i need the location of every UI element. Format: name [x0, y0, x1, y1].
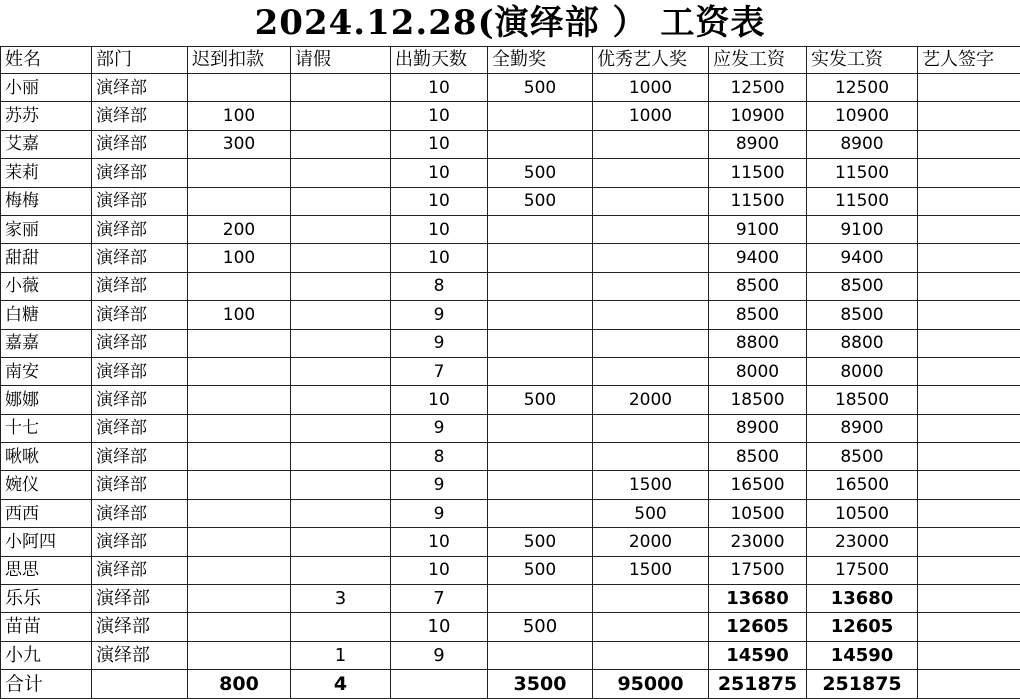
cell-attendance-days[interactable]: 9: [391, 329, 488, 357]
cell-excellent-artist-bonus[interactable]: [593, 272, 709, 300]
cell-artist-signature[interactable]: [918, 272, 1020, 300]
cell-full-attendance-bonus[interactable]: 500: [488, 556, 593, 584]
cell-net-salary[interactable]: 8900: [807, 414, 918, 442]
cell-payable-salary[interactable]: 8500: [709, 301, 807, 329]
sheet-title: 2024.12.28(演绎部 ） 工资表: [0, 0, 1020, 46]
cell-payable-salary[interactable]: 9400: [709, 244, 807, 272]
cell-attendance-days[interactable]: 8: [391, 443, 488, 471]
cell-dept[interactable]: 演绎部: [92, 102, 188, 130]
cell-dept[interactable]: 演绎部: [92, 244, 188, 272]
cell-artist-signature[interactable]: [918, 187, 1020, 215]
cell-net-salary[interactable]: 8500: [807, 443, 918, 471]
cell-leave[interactable]: [291, 74, 391, 102]
cell-name[interactable]: 甜甜: [1, 244, 92, 272]
cell-name[interactable]: 苏苏: [1, 102, 92, 130]
cell-late-deduction[interactable]: [188, 528, 291, 556]
cell-payable-salary[interactable]: 10900: [709, 102, 807, 130]
cell-dept[interactable]: 演绎部: [92, 329, 188, 357]
cell-payable-salary[interactable]: 18500: [709, 386, 807, 414]
header-attendance-days[interactable]: 出勤天数: [391, 47, 488, 74]
cell-net-salary[interactable]: 11500: [807, 187, 918, 215]
cell-full-attendance-bonus[interactable]: 500: [488, 613, 593, 641]
cell-dept[interactable]: 演绎部: [92, 386, 188, 414]
cell-dept[interactable]: 演绎部: [92, 443, 188, 471]
cell-leave[interactable]: [291, 244, 391, 272]
cell-excellent-artist-bonus[interactable]: [593, 443, 709, 471]
cell-full-attendance-bonus[interactable]: 500: [488, 187, 593, 215]
cell-name[interactable]: 合计: [1, 670, 92, 698]
cell-full-attendance-bonus[interactable]: 3500: [488, 670, 593, 698]
cell-payable-salary[interactable]: 8000: [709, 357, 807, 385]
cell-excellent-artist-bonus[interactable]: [593, 301, 709, 329]
cell-artist-signature[interactable]: [918, 641, 1020, 669]
cell-net-salary[interactable]: 8000: [807, 357, 918, 385]
cell-leave[interactable]: [291, 528, 391, 556]
table-row: [1, 272, 1020, 300]
cell-full-attendance-bonus[interactable]: [488, 471, 593, 499]
cell-attendance-days[interactable]: 9: [391, 499, 488, 527]
cell-excellent-artist-bonus[interactable]: [593, 613, 709, 641]
cell-net-salary[interactable]: 10500: [807, 499, 918, 527]
cell-leave[interactable]: [291, 556, 391, 584]
cell-full-attendance-bonus[interactable]: [488, 102, 593, 130]
cell-dept[interactable]: 演绎部: [92, 528, 188, 556]
cell-name[interactable]: 乐乐: [1, 585, 92, 613]
cell-net-salary[interactable]: 12500: [807, 74, 918, 102]
cell-leave[interactable]: [291, 443, 391, 471]
cell-name[interactable]: 啾啾: [1, 443, 92, 471]
cell-late-deduction[interactable]: [188, 386, 291, 414]
cell-artist-signature[interactable]: [918, 386, 1020, 414]
cell-attendance-days[interactable]: 10: [391, 244, 488, 272]
cell-full-attendance-bonus[interactable]: [488, 244, 593, 272]
cell-attendance-days[interactable]: 10: [391, 528, 488, 556]
cell-artist-signature[interactable]: [918, 130, 1020, 158]
cell-full-attendance-bonus[interactable]: [488, 443, 593, 471]
cell-name[interactable]: 家丽: [1, 215, 92, 243]
cell-artist-signature[interactable]: [918, 471, 1020, 499]
table-row: [1, 130, 1020, 158]
cell-late-deduction[interactable]: [188, 613, 291, 641]
cell-leave[interactable]: [291, 159, 391, 187]
header-name[interactable]: 姓名: [1, 47, 92, 74]
cell-net-salary[interactable]: 17500: [807, 556, 918, 584]
cell-leave[interactable]: 1: [291, 641, 391, 669]
cell-late-deduction[interactable]: [188, 187, 291, 215]
cell-artist-signature[interactable]: [918, 670, 1020, 698]
cell-late-deduction[interactable]: [188, 329, 291, 357]
cell-net-salary[interactable]: 14590: [807, 641, 918, 669]
cell-late-deduction[interactable]: 100: [188, 102, 291, 130]
header-net-salary[interactable]: 实发工资: [807, 47, 918, 74]
cell-late-deduction[interactable]: [188, 414, 291, 442]
cell-dept[interactable]: 演绎部: [92, 130, 188, 158]
cell-name[interactable]: 梅梅: [1, 187, 92, 215]
cell-late-deduction[interactable]: [188, 499, 291, 527]
cell-dept[interactable]: 演绎部: [92, 499, 188, 527]
cell-net-salary[interactable]: 9400: [807, 244, 918, 272]
cell-dept[interactable]: 演绎部: [92, 272, 188, 300]
cell-artist-signature[interactable]: [918, 159, 1020, 187]
cell-full-attendance-bonus[interactable]: [488, 301, 593, 329]
cell-net-salary[interactable]: 13680: [807, 585, 918, 613]
cell-attendance-days[interactable]: 10: [391, 613, 488, 641]
table-row: [1, 102, 1020, 130]
cell-full-attendance-bonus[interactable]: 500: [488, 74, 593, 102]
cell-leave[interactable]: 4: [291, 670, 391, 698]
cell-attendance-days[interactable]: 9: [391, 414, 488, 442]
cell-name[interactable]: 十七: [1, 414, 92, 442]
table-row: [1, 159, 1020, 187]
cell-leave[interactable]: [291, 357, 391, 385]
cell-name[interactable]: 小阿四: [1, 528, 92, 556]
table-row: [1, 613, 1020, 641]
cell-excellent-artist-bonus[interactable]: [593, 244, 709, 272]
cell-net-salary[interactable]: 251875: [807, 670, 918, 698]
cell-excellent-artist-bonus[interactable]: 2000: [593, 386, 709, 414]
cell-full-attendance-bonus[interactable]: [488, 272, 593, 300]
cell-late-deduction[interactable]: [188, 471, 291, 499]
header-leave[interactable]: 请假: [291, 47, 391, 74]
cell-dept[interactable]: 演绎部: [92, 585, 188, 613]
cell-excellent-artist-bonus[interactable]: 1500: [593, 556, 709, 584]
table-row: [1, 641, 1020, 669]
cell-attendance-days[interactable]: 10: [391, 556, 488, 584]
cell-full-attendance-bonus[interactable]: [488, 357, 593, 385]
cell-excellent-artist-bonus[interactable]: 1500: [593, 471, 709, 499]
cell-net-salary[interactable]: 23000: [807, 528, 918, 556]
cell-late-deduction[interactable]: [188, 641, 291, 669]
cell-payable-salary[interactable]: 8500: [709, 443, 807, 471]
cell-net-salary[interactable]: 10900: [807, 102, 918, 130]
cell-full-attendance-bonus[interactable]: [488, 641, 593, 669]
cell-name[interactable]: 西西: [1, 499, 92, 527]
cell-excellent-artist-bonus[interactable]: [593, 357, 709, 385]
cell-full-attendance-bonus[interactable]: 500: [488, 159, 593, 187]
table-row: [1, 443, 1020, 471]
cell-net-salary[interactable]: 12605: [807, 613, 918, 641]
cell-name[interactable]: 小丽: [1, 74, 92, 102]
cell-payable-salary[interactable]: 23000: [709, 528, 807, 556]
cell-net-salary[interactable]: 18500: [807, 386, 918, 414]
cell-attendance-days[interactable]: 9: [391, 641, 488, 669]
table-row: [1, 499, 1020, 527]
cell-artist-signature[interactable]: [918, 556, 1020, 584]
cell-name[interactable]: 小九: [1, 641, 92, 669]
cell-dept[interactable]: 演绎部: [92, 556, 188, 584]
cell-leave[interactable]: [291, 414, 391, 442]
cell-artist-signature[interactable]: [918, 443, 1020, 471]
cell-leave[interactable]: [291, 102, 391, 130]
cell-attendance-days[interactable]: 7: [391, 585, 488, 613]
cell-attendance-days[interactable]: 10: [391, 215, 488, 243]
cell-payable-salary[interactable]: 12605: [709, 613, 807, 641]
cell-full-attendance-bonus[interactable]: [488, 215, 593, 243]
cell-attendance-days[interactable]: 7: [391, 357, 488, 385]
cell-attendance-days[interactable]: 10: [391, 102, 488, 130]
cell-dept[interactable]: 演绎部: [92, 641, 188, 669]
cell-late-deduction[interactable]: [188, 74, 291, 102]
table-row: [1, 556, 1020, 584]
cell-excellent-artist-bonus[interactable]: [593, 641, 709, 669]
cell-late-deduction[interactable]: [188, 159, 291, 187]
cell-attendance-days[interactable]: 10: [391, 74, 488, 102]
cell-excellent-artist-bonus[interactable]: 1000: [593, 102, 709, 130]
cell-name[interactable]: 娜娜: [1, 386, 92, 414]
cell-excellent-artist-bonus[interactable]: 500: [593, 499, 709, 527]
cell-attendance-days[interactable]: 10: [391, 159, 488, 187]
cell-net-salary[interactable]: 8900: [807, 130, 918, 158]
cell-full-attendance-bonus[interactable]: [488, 499, 593, 527]
cell-artist-signature[interactable]: [918, 215, 1020, 243]
cell-excellent-artist-bonus[interactable]: [593, 215, 709, 243]
cell-leave[interactable]: [291, 499, 391, 527]
cell-payable-salary[interactable]: 11500: [709, 187, 807, 215]
cell-attendance-days[interactable]: 10: [391, 187, 488, 215]
cell-artist-signature[interactable]: [918, 528, 1020, 556]
cell-dept[interactable]: 演绎部: [92, 74, 188, 102]
table-row: [1, 244, 1020, 272]
cell-dept[interactable]: 演绎部: [92, 471, 188, 499]
cell-late-deduction[interactable]: [188, 556, 291, 584]
cell-excellent-artist-bonus[interactable]: [593, 329, 709, 357]
cell-excellent-artist-bonus[interactable]: 2000: [593, 528, 709, 556]
cell-payable-salary[interactable]: 8900: [709, 414, 807, 442]
cell-leave[interactable]: [291, 471, 391, 499]
cell-attendance-days[interactable]: 9: [391, 471, 488, 499]
cell-net-salary[interactable]: 9100: [807, 215, 918, 243]
cell-artist-signature[interactable]: [918, 301, 1020, 329]
table-row: [1, 414, 1020, 442]
table-row: [1, 357, 1020, 385]
salary-table: [0, 46, 1020, 699]
cell-full-attendance-bonus[interactable]: [488, 130, 593, 158]
cell-dept[interactable]: 演绎部: [92, 301, 188, 329]
table-row: [1, 215, 1020, 243]
table-row: [1, 471, 1020, 499]
table-row: [1, 528, 1020, 556]
cell-payable-salary[interactable]: 9100: [709, 215, 807, 243]
cell-attendance-days[interactable]: [391, 670, 488, 698]
cell-name[interactable]: 婉仪: [1, 471, 92, 499]
cell-net-salary[interactable]: 11500: [807, 159, 918, 187]
cell-net-salary[interactable]: 8800: [807, 329, 918, 357]
cell-late-deduction[interactable]: [188, 443, 291, 471]
cell-dept[interactable]: 演绎部: [92, 357, 188, 385]
cell-leave[interactable]: [291, 386, 391, 414]
cell-artist-signature[interactable]: [918, 499, 1020, 527]
cell-late-deduction[interactable]: 100: [188, 301, 291, 329]
cell-attendance-days[interactable]: 10: [391, 386, 488, 414]
cell-payable-salary[interactable]: 13680: [709, 585, 807, 613]
cell-full-attendance-bonus[interactable]: 500: [488, 528, 593, 556]
cell-payable-salary[interactable]: 10500: [709, 499, 807, 527]
cell-leave[interactable]: [291, 130, 391, 158]
cell-leave[interactable]: [291, 301, 391, 329]
cell-dept[interactable]: 演绎部: [92, 159, 188, 187]
cell-name[interactable]: 艾嘉: [1, 130, 92, 158]
cell-late-deduction[interactable]: 100: [188, 244, 291, 272]
cell-dept[interactable]: 演绎部: [92, 613, 188, 641]
cell-name[interactable]: 白糖: [1, 301, 92, 329]
cell-leave[interactable]: [291, 215, 391, 243]
table-row: [1, 329, 1020, 357]
table-row: [1, 386, 1020, 414]
cell-name[interactable]: 小薇: [1, 272, 92, 300]
cell-artist-signature[interactable]: [918, 414, 1020, 442]
cell-dept[interactable]: 演绎部: [92, 414, 188, 442]
cell-attendance-days[interactable]: 8: [391, 272, 488, 300]
cell-late-deduction[interactable]: 300: [188, 130, 291, 158]
cell-full-attendance-bonus[interactable]: 500: [488, 386, 593, 414]
header-late-deduction[interactable]: 迟到扣款: [188, 47, 291, 74]
cell-artist-signature[interactable]: [918, 102, 1020, 130]
cell-net-salary[interactable]: 16500: [807, 471, 918, 499]
cell-payable-salary[interactable]: 11500: [709, 159, 807, 187]
header-full-attendance-bonus[interactable]: 全勤奖: [488, 47, 593, 74]
cell-dept[interactable]: [92, 670, 188, 698]
cell-dept[interactable]: 演绎部: [92, 187, 188, 215]
cell-full-attendance-bonus[interactable]: [488, 585, 593, 613]
cell-excellent-artist-bonus[interactable]: [593, 130, 709, 158]
cell-payable-salary[interactable]: 251875: [709, 670, 807, 698]
header-payable-salary[interactable]: 应发工资: [709, 47, 807, 74]
cell-name[interactable]: 嘉嘉: [1, 329, 92, 357]
cell-late-deduction[interactable]: 800: [188, 670, 291, 698]
cell-artist-signature[interactable]: [918, 74, 1020, 102]
cell-leave[interactable]: [291, 272, 391, 300]
table-row: [1, 585, 1020, 613]
total-row: [1, 670, 1020, 698]
cell-artist-signature[interactable]: [918, 357, 1020, 385]
cell-leave[interactable]: 3: [291, 585, 391, 613]
cell-excellent-artist-bonus[interactable]: [593, 585, 709, 613]
cell-net-salary[interactable]: 8500: [807, 301, 918, 329]
cell-attendance-days[interactable]: 9: [391, 301, 488, 329]
cell-payable-salary[interactable]: 12500: [709, 74, 807, 102]
cell-payable-salary[interactable]: 16500: [709, 471, 807, 499]
cell-excellent-artist-bonus[interactable]: [593, 414, 709, 442]
cell-payable-salary[interactable]: 8800: [709, 329, 807, 357]
header-artist-signature[interactable]: 艺人签字: [918, 47, 1020, 74]
cell-dept[interactable]: 演绎部: [92, 215, 188, 243]
cell-name[interactable]: 茉莉: [1, 159, 92, 187]
cell-leave[interactable]: [291, 329, 391, 357]
table-row: [1, 301, 1020, 329]
cell-artist-signature[interactable]: [918, 329, 1020, 357]
cell-payable-salary[interactable]: 17500: [709, 556, 807, 584]
cell-artist-signature[interactable]: [918, 244, 1020, 272]
cell-artist-signature[interactable]: [918, 613, 1020, 641]
cell-full-attendance-bonus[interactable]: [488, 329, 593, 357]
header-excellent-artist-bonus[interactable]: 优秀艺人奖: [593, 47, 709, 74]
cell-excellent-artist-bonus[interactable]: [593, 187, 709, 215]
cell-name[interactable]: 思思: [1, 556, 92, 584]
cell-excellent-artist-bonus[interactable]: 95000: [593, 670, 709, 698]
cell-late-deduction[interactable]: [188, 357, 291, 385]
cell-excellent-artist-bonus[interactable]: [593, 159, 709, 187]
cell-late-deduction[interactable]: [188, 272, 291, 300]
header-dept[interactable]: 部门: [92, 47, 188, 74]
cell-leave[interactable]: [291, 613, 391, 641]
cell-net-salary[interactable]: 8500: [807, 272, 918, 300]
table-row: [1, 187, 1020, 215]
header-row: [1, 47, 1020, 74]
cell-full-attendance-bonus[interactable]: [488, 414, 593, 442]
cell-payable-salary[interactable]: 14590: [709, 641, 807, 669]
table-row: [1, 74, 1020, 102]
cell-payable-salary[interactable]: 8900: [709, 130, 807, 158]
cell-name[interactable]: 苗苗: [1, 613, 92, 641]
cell-leave[interactable]: [291, 187, 391, 215]
cell-late-deduction[interactable]: 200: [188, 215, 291, 243]
cell-artist-signature[interactable]: [918, 585, 1020, 613]
cell-name[interactable]: 南安: [1, 357, 92, 385]
cell-late-deduction[interactable]: [188, 585, 291, 613]
cell-excellent-artist-bonus[interactable]: 1000: [593, 74, 709, 102]
cell-payable-salary[interactable]: 8500: [709, 272, 807, 300]
cell-attendance-days[interactable]: 10: [391, 130, 488, 158]
